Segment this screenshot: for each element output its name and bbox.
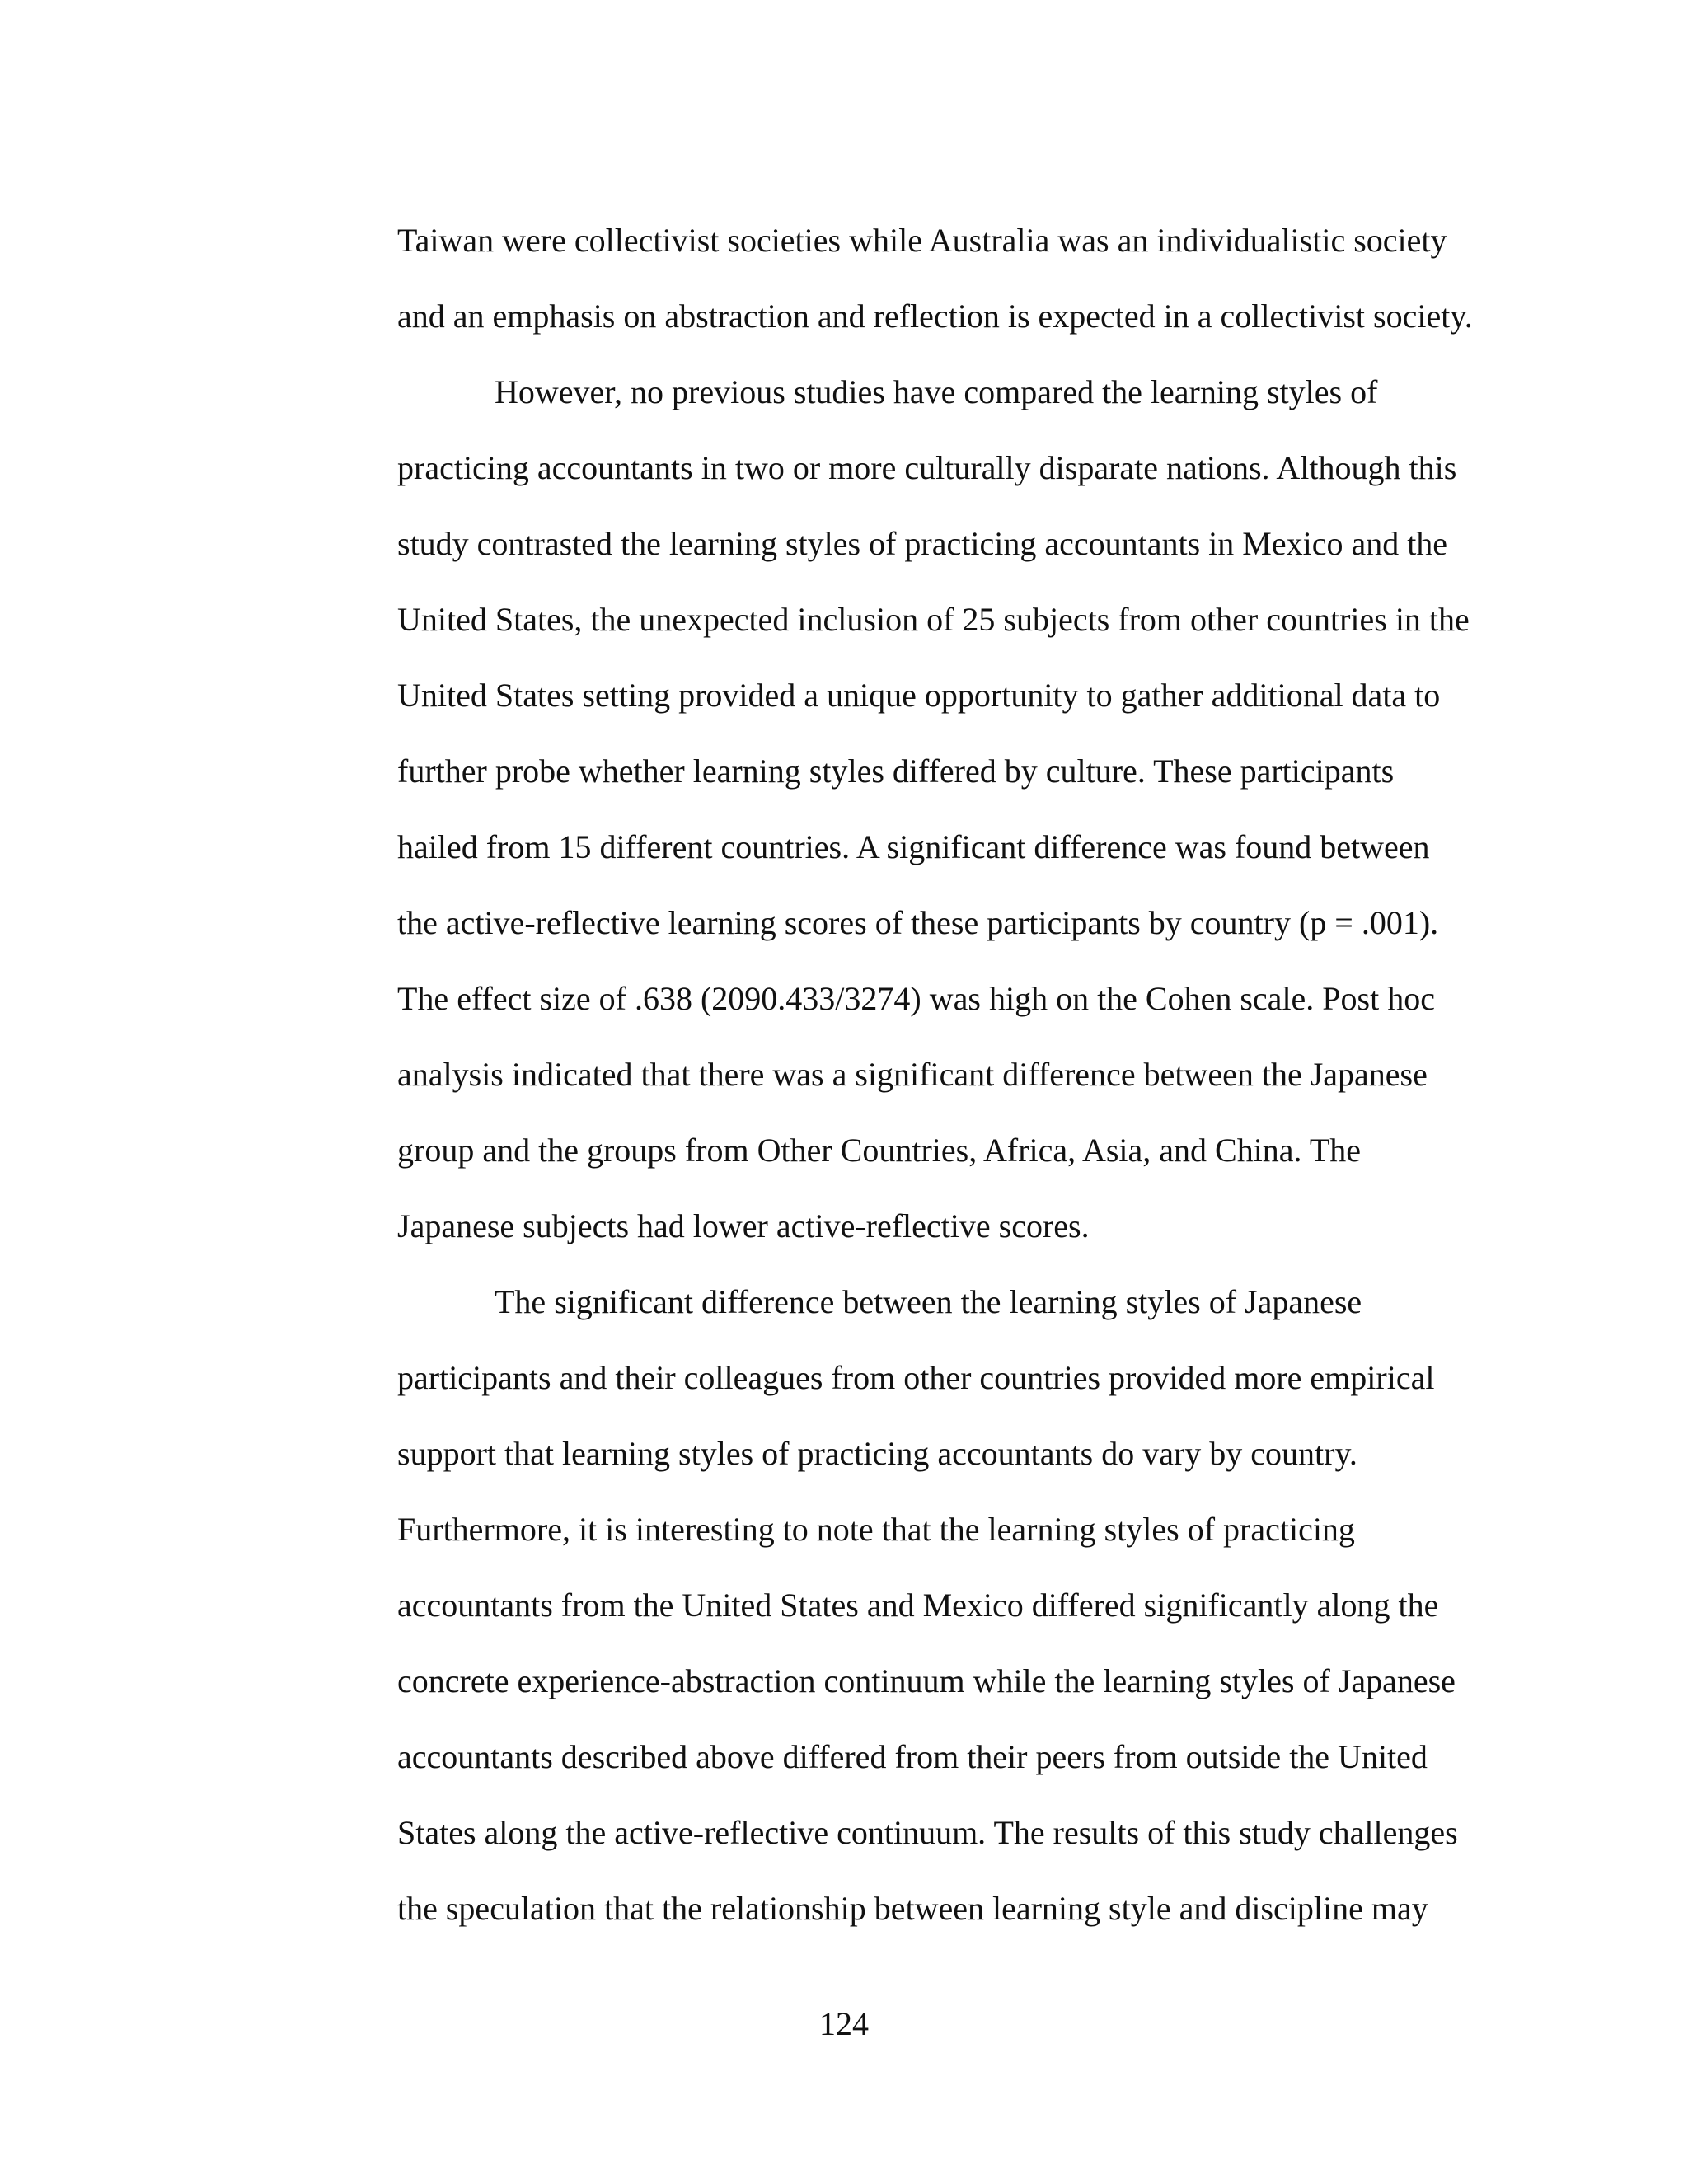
text-line: The effect size of .638 (2090.433/3274) was high on the Cohen scale. Post hoc	[397, 980, 1435, 1017]
text-line: analysis indicated that there was a significant difference between the Japanese	[397, 1056, 1428, 1093]
text-line: States along the active-reflective continuum. The results of this study challenges	[397, 1814, 1458, 1851]
text-line: group and the groups from Other Countries, Africa, Asia, and China. The	[397, 1132, 1362, 1169]
text-line: further probe whether learning styles differed by culture. These participants	[397, 752, 1395, 790]
text-line: United States, the unexpected inclusion of 25 subjects from other countries in the	[397, 601, 1470, 638]
text-line: Taiwan were collectivist societies while Australia was an individualistic society	[397, 222, 1447, 259]
text-line: the active-reflective learning scores of these participants by country (p = .001).	[397, 904, 1439, 941]
text-line: study contrasted the learning styles of practicing accountants in Mexico and the	[397, 525, 1448, 562]
text-line: concrete experience-abstraction continuum while the learning styles of Japanese	[397, 1662, 1456, 1699]
text-line: and an emphasis on abstraction and reflection is expected in a collectivist society.	[397, 298, 1473, 335]
text-line: hailed from 15 different countries. A significant difference was found between	[397, 828, 1430, 865]
text-line: the speculation that the relationship between learning style and discipline may	[397, 1890, 1428, 1927]
paragraph-start-line: However, no previous studies have compared the learning styles of	[495, 373, 1378, 410]
text-line: accountants from the United States and Mexico differed significantly along the	[397, 1586, 1439, 1624]
text-line: accountants described above differed from their peers from outside the United	[397, 1738, 1428, 1775]
text-line: practicing accountants in two or more culturally disparate nations. Although this	[397, 449, 1457, 486]
text-line: Japanese subjects had lower active-reflective scores.	[397, 1207, 1090, 1244]
text-line: United States setting provided a unique opportunity to gather additional data to	[397, 677, 1441, 714]
paragraph-start-line: The significant difference between the learning styles of Japanese	[495, 1283, 1362, 1320]
text-line: support that learning styles of practicing accountants do vary by country.	[397, 1435, 1357, 1472]
text-line: Furthermore, it is interesting to note that the learning styles of practicing	[397, 1511, 1355, 1548]
page-number: 124	[819, 2005, 869, 2042]
text-line: participants and their colleagues from other countries provided more empirical	[397, 1359, 1435, 1396]
